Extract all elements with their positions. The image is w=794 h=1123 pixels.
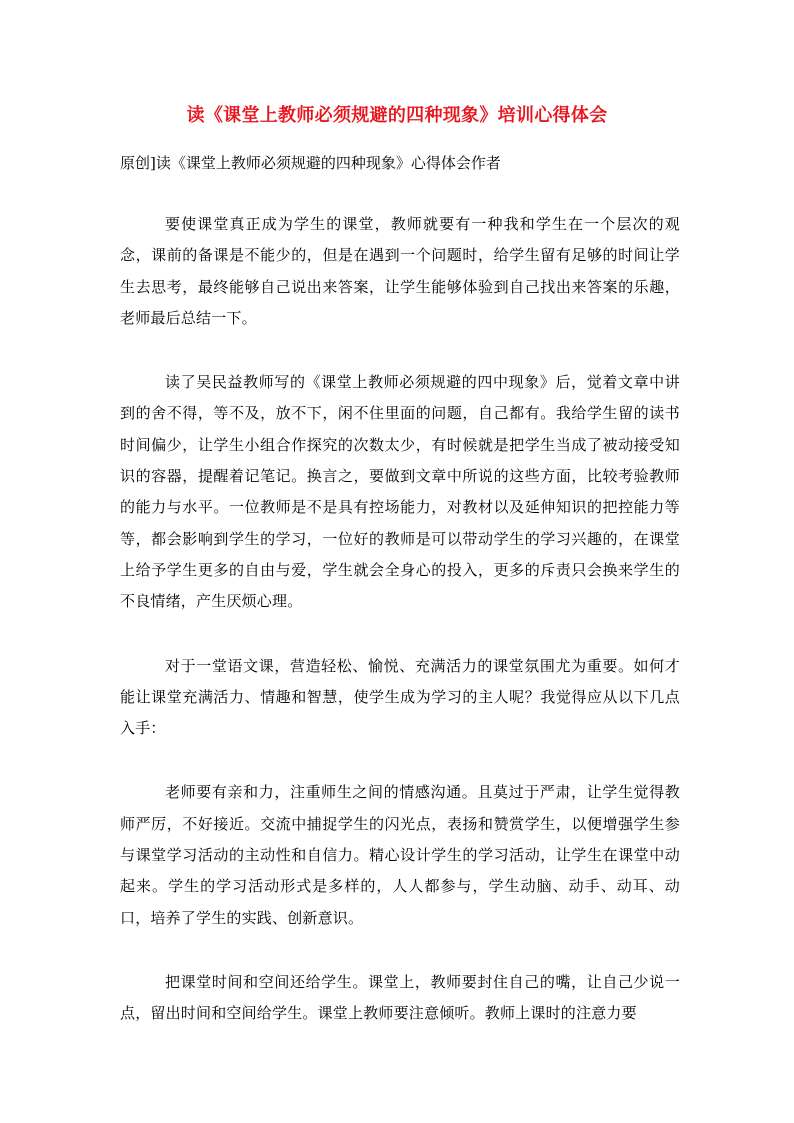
paragraph: 读了吴民益教师写的《课堂上教师必须规避的四中现象》后，觉着文章中讲到的舍不得，等不及，放不下，闲不住里面的问题，自己都有。我给学生留的读书时间偏少，让学生小组合作探究的次数太少，有时候就是把学生当成了被动接受知识的容器，提醒着记笔记。换言之，要做到文章中所说的这些方面，比较考验教师的能力与水平。一位教师是不是具有控场能力，对教材以及延伸知识的把控能力等等，都会影响到学生的学习，一位好的教师是可以带动学生的学习兴趣的，在课堂上给予学生更多的自由与爱，学生就会全身心的投入，更多的斥责只会换来学生的不良情绪，产生厌烦心理。 xyxy=(120,373,680,611)
paragraph: 要使课堂真正成为学生的课堂，教师就要有一种我和学生在一个层次的观念，课前的备课是不能少的，但是在遇到一个问题时，给学生留有足够的时间让学生去思考，最终能够自己说出来答案，让学生能够体验到自己找出来答案的乐趣，老师最后总结一下。 xyxy=(120,215,680,327)
paragraph: 把课堂时间和空间还给学生。课堂上，教师要封住自己的嘴，让自己少说一点，留出时间和空间给学生。课堂上教师要注意倾听。教师上课时的注意力要 xyxy=(120,972,680,1023)
paragraph: 对于一堂语文课，营造轻松、愉悦、充满活力的课堂氛围尤为重要。如何才能让课堂充满活力、情趣和智慧，使学生成为学习的主人呢？我觉得应从以下几点入手： xyxy=(120,656,680,738)
document-title: 读《课堂上教师必须规避的四种现象》培训心得体会 xyxy=(186,105,608,126)
document-body xyxy=(120,209,680,1063)
paragraph: 老师要有亲和力，注重师生之间的情感沟通。且莫过于严肃，让学生觉得教师严厉，不好接近。交流中捕捉学生的闪光点，表扬和赞赏学生，以便增强学生参与课堂学习活动的主动性和自信力。精心设计学生的学习活动，让学生在课堂中动起来。学生的学习活动形式是多样的，人人都参与，学生动脑、动手、动耳、动口，培养了学生的实践、创新意识。 xyxy=(120,783,680,927)
document-subtitle: 原创]读《课堂上教师必须规避的四种现象》心得体会作者 xyxy=(120,154,501,172)
